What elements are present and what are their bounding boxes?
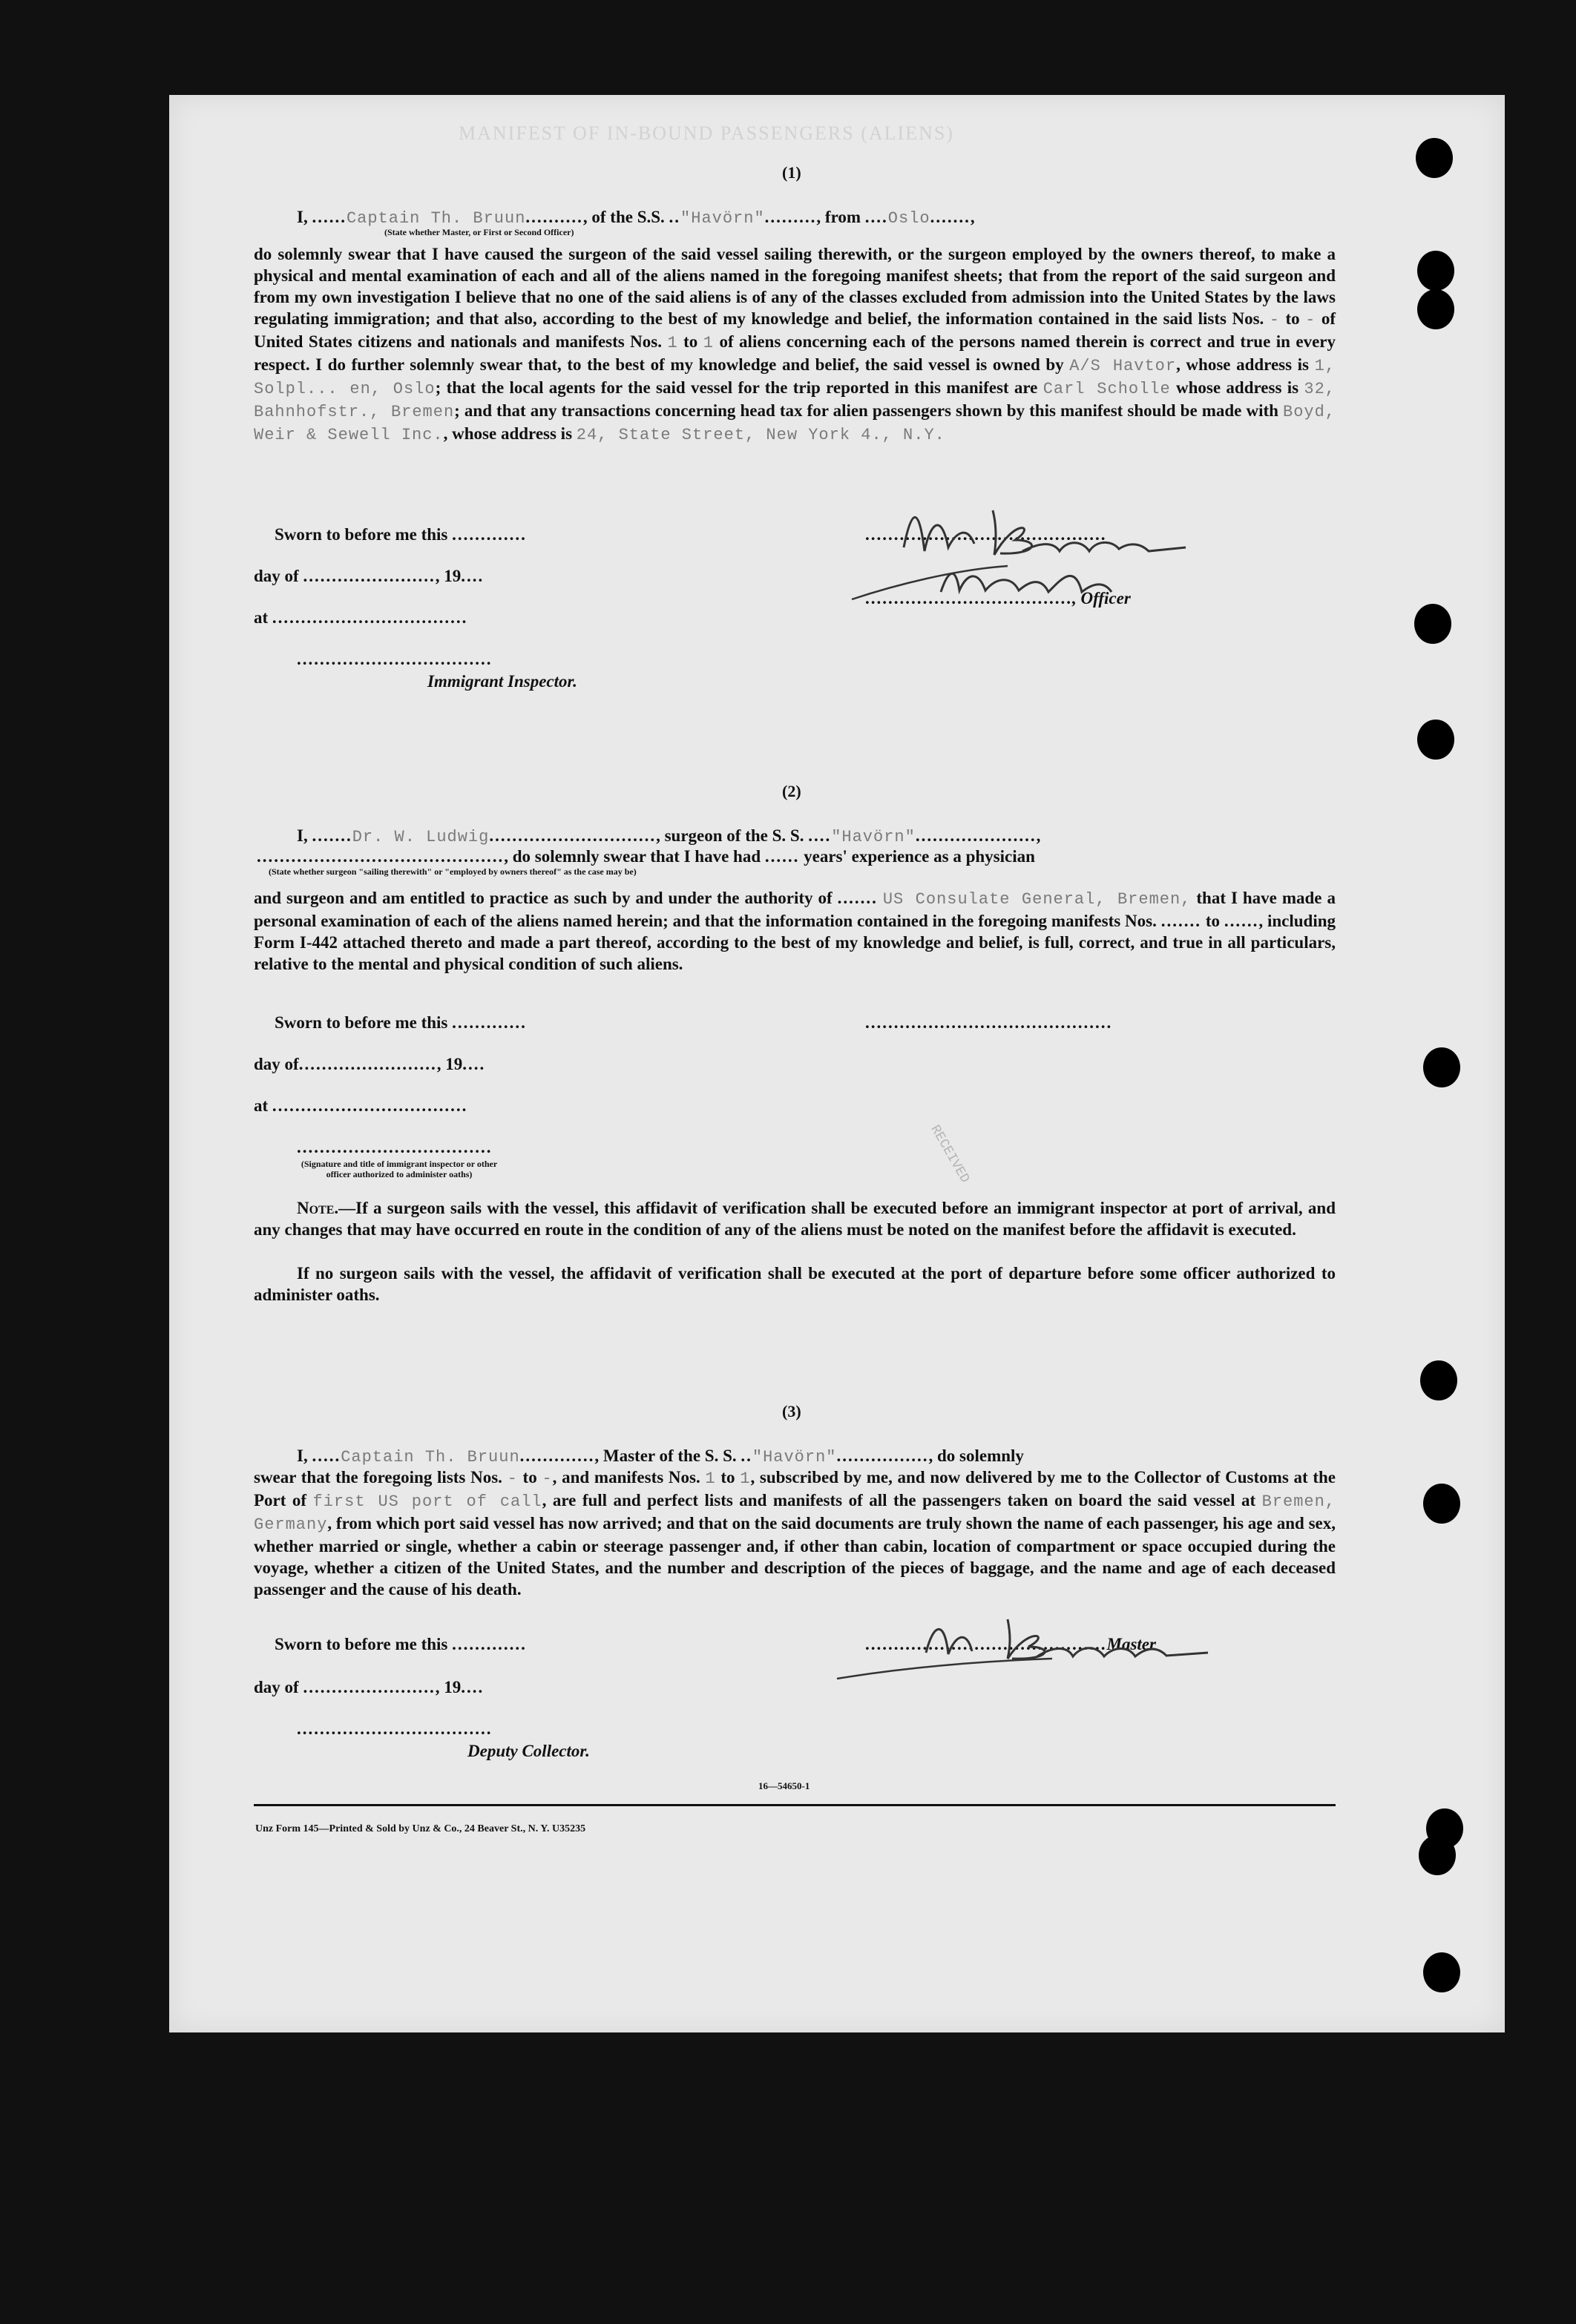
section-1-oath-line: I, ......Captain Th. Bruun.........., of the S.S. .."Havörn"........., from ....Oslo......., [297, 208, 976, 228]
surgeon-name: Dr. W. Ludwig [352, 828, 490, 846]
punch-hole [1416, 138, 1453, 178]
punch-hole [1420, 1360, 1457, 1400]
sworn-label-1: Sworn to before me this ............. [275, 525, 527, 544]
authority: US Consulate General, Bremen, [882, 890, 1192, 909]
port-from: Oslo [887, 209, 930, 228]
at-label-1: at .................................. [254, 608, 468, 627]
manifest-page [169, 95, 1505, 2032]
punch-hole [1414, 604, 1451, 644]
day-of-label-1: day of ......................., 19.... [254, 567, 485, 585]
punch-hole [1417, 251, 1454, 291]
section-3-number: (3) [782, 1402, 801, 1421]
punch-hole [1417, 289, 1454, 329]
punch-hole [1419, 1835, 1456, 1875]
owner-name: A/S Havtor [1069, 357, 1177, 375]
collector-sig-line: .................................. [297, 1719, 493, 1738]
faded-header-text: MANIFEST OF IN-BOUND PASSENGERS (ALIENS) [459, 122, 954, 144]
section-2-oath-line: I, .......Dr. W. Ludwig............................., surgeon of the S. S. ...."Havörn"....................., [297, 826, 1043, 846]
section-3-oath-line: I, .....Captain Th. Bruun............., Master of the S. S. .."Havörn"................, do solemnly [297, 1446, 1024, 1467]
master-sig-line-1: .......................................... [865, 525, 1107, 544]
day-of-label-2: day of........................, 19.... [254, 1055, 486, 1073]
section-3-body: swear that the foregoing lists Nos. - to -, and manifests Nos. 1 to 1, subscribed by me, and now delivered by me to the Collector of Customs at the Port of first US port of call, are full and perfect lists and manifests of all the passengers taken on board the said vessel at Bremen, Germany, from which port said vessel has now arrived; and that on the said documents are truly shown the name of each passenger, his age and sex, whether married or single, whether a cabin or steerage passenger and, if other than cabin, location of compartment or space occupied during the voyage, whether a citizen of the United States, and the number and description of the pieces of baggage, and the name and age of each deceased passenger and the cause of his death. [254, 1468, 1336, 1599]
master-sig-line-3: ..........................................Master [865, 1635, 1156, 1653]
state-hint: (State whether Master, or First or Second Officer) [384, 227, 574, 237]
inspector-sig-line: .................................. [297, 650, 493, 668]
form-number: 16—54650-1 [758, 1780, 810, 1791]
section-2-number: (2) [782, 782, 801, 800]
received-stamp [890, 1111, 972, 1200]
day-of-label-3: day of ......................., 19.... [254, 1678, 485, 1696]
punch-hole [1417, 720, 1454, 760]
section-1-body: do solemnly swear that I have caused the surgeon of the said vessel sailing therewith, or the surgeon employed by the owners thereof, to make a physical and mental examination of each and all of the aliens named in the foregoing manifest sheets; that from the report of the said surgeon and from my own investigation I believe that no one of the said aliens is of any of the classes excluded from admission into the United States by the laws regulating immigration; and that also, according to the best of my knowledge and belief, the information contained in the said lists Nos. - to - of United States citizens and nationals and manifests Nos. 1 to 1 of aliens concerning each of the persons named therein is correct and true in every respect. I do further solemnly swear that, to the best of my knowledge and belief, the said vessel is owned by A/S Havtor, whose address is 1, Solpl... en, Oslo; that the local agents for the said vessel for the trip reported in this manifest are Carl Scholle whose address is 32, Bahnhofstr., Bremen; and that any transactions concerning head tax for alien passengers shown by this manifest should be made with Boyd, Weir & Sewell Inc., whose address is 24, State Street, New York 4., N.Y. [254, 245, 1336, 444]
captain-signature-1 [837, 481, 1252, 607]
punch-hole [1423, 1484, 1460, 1524]
at-label-2: at .................................. [254, 1096, 468, 1115]
printer-footer: Unz Form 145—Printed & Sold by Unz & Co., 24 Beaver St., N. Y. U35235 [255, 1823, 586, 1834]
captain-signature-3 [837, 1601, 1252, 1682]
sworn-label-2: Sworn to before me this ............. [275, 1013, 527, 1032]
immigrant-inspector-label: Immigrant Inspector. [427, 672, 577, 691]
punch-hole [1423, 1952, 1460, 1992]
section-2-body: and surgeon and am entitled to practice as such by and under the authority of ....... US Consulate General, Bremen, that I have made a personal examination of each of the aliens named herein; and that the information contained in the foregoing manifests Nos. ....... to ......, including Form I-442 attached thereto and made a part thereof, according to the best of my knowledge and belief, is full, correct, and true in all particulars, relative to the mental and physical condition of such aliens. [254, 889, 1336, 973]
sig-title-hint: (Signature and title of immigrant inspector or other officer authorized to administer oaths) [301, 1159, 498, 1179]
officer-sig-line-2: .................................. [297, 1138, 493, 1156]
deputy-collector-label: Deputy Collector. [467, 1742, 590, 1760]
section-2-line2: ..........................................., do solemnly swear that I have had ...... years' experience as a physician [257, 847, 1035, 866]
note-paragraph: Note.—If a surgeon sails with the vessel, this affidavit of verification shall be executed before an immigrant inspector at port of arrival, and any changes that may have occurred en route in the condition of any of the aliens must be noted on the manifest before the affidavit is executed. [254, 1199, 1336, 1239]
sworn-label-3: Sworn to before me this ............. [275, 1635, 527, 1653]
section-1-number: (1) [782, 163, 801, 182]
surgeon-sig-line: ........................................... [865, 1013, 1113, 1032]
svg-text:RECEIVED: RECEIVED [927, 1122, 972, 1186]
surgeon-hint: (State whether surgeon "sailing therewith" or "employed by owners thereof" as the case may be) [269, 866, 637, 877]
note-paragraph-2: If no surgeon sails with the vessel, the affidavit of verification shall be executed at the port of departure before some officer authorized to administer oaths. [254, 1264, 1336, 1304]
master-name: Captain Th. Bruun [346, 209, 526, 228]
punch-hole [1423, 1047, 1460, 1087]
footer-rule [254, 1804, 1336, 1806]
officer-sig-line: ...................................., Officer [865, 589, 1131, 608]
vessel-name: "Havörn" [680, 209, 765, 228]
